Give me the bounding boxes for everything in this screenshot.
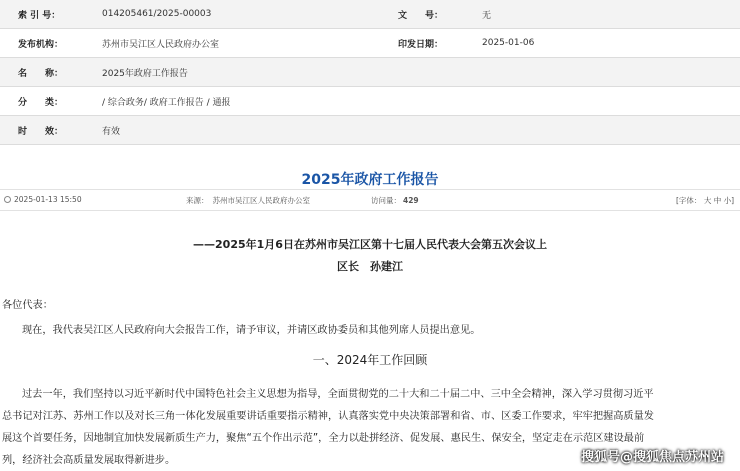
date-label: 印发日期： — [398, 39, 444, 50]
name-label: 名 称： — [18, 68, 64, 79]
issuer-value: 苏州市吴江区人民政府办公室 — [102, 39, 220, 50]
font-size-close: ] — [731, 196, 735, 205]
date-value: 2025-01-06 — [482, 38, 535, 48]
watermark: 搜狐号@搜狐焦点苏州站 — [580, 450, 724, 465]
validity-label: 时 效： — [18, 126, 64, 137]
doc-no-value: 无 — [482, 10, 492, 21]
validity-value: 有效 — [102, 126, 121, 137]
meta-row-category — [0, 87, 740, 116]
meta-row-validity — [0, 116, 740, 145]
speaker: 区长 孙建江 — [337, 260, 403, 273]
article-info-bar — [0, 189, 740, 211]
font-size-label: [字体： — [676, 196, 702, 205]
paragraph-line-3: 展这个首要任务，因地制宜加快发展新质生产力，聚焦“五个作出示范”，全力以赴拼经济、促发展、惠民生、保安全，坚定走在示范区建设最前 — [2, 433, 645, 444]
paragraph-line-2: 总书记对江苏、苏州工作以及对长三角一体化发展重要讲话重要指示精神，认真落实党中央决策部署和省、市、区委工作要求，牢牢把握高质量发 — [2, 411, 654, 422]
salutation: 各位代表： — [2, 300, 53, 311]
metadata-table — [0, 0, 740, 145]
section-heading: 一、2024年工作回顾 — [312, 353, 428, 367]
intro-paragraph: 现在，我代表吴江区人民政府向大会报告工作，请予审议，并请区政协委员和其他列席人员提出意见。 — [22, 325, 481, 336]
visits-value: 429 — [403, 196, 419, 205]
source-label: 来源： — [186, 196, 209, 205]
source-group — [186, 195, 310, 206]
font-size-controls — [676, 195, 734, 206]
paragraph-line-1: 过去一年，我们坚持以习近平新时代中国特色社会主义思想为指导，全面贯彻党的二十大和二十届二中、三中全会精神，深入学习贯彻习近平 — [22, 389, 654, 400]
font-large-link[interactable]: 大 — [703, 196, 712, 205]
meta-row-index — [0, 0, 740, 29]
visits-label: 访问量： — [371, 196, 401, 205]
font-small-link[interactable]: 小 — [723, 196, 732, 205]
issuer-label: 发布机构： — [18, 39, 64, 50]
category-label: 分 类： — [18, 97, 64, 108]
index-value: 014205461/2025-00003 — [102, 9, 212, 19]
meta-row-issuer — [0, 29, 740, 58]
paragraph-line-4: 列，经济社会高质量发展取得新进步。 — [2, 455, 176, 466]
publish-time: 2025-01-13 15:50 — [14, 195, 82, 204]
clock-icon — [4, 196, 11, 203]
index-label: 索 引 号： — [18, 10, 61, 21]
speech-occasion: ——2025年1月6日在苏州市吴江区第十七届人民代表大会第五次会议上 — [193, 238, 547, 251]
source-value: 苏州市吴江区人民政府办公室 — [212, 196, 310, 205]
visits-group — [371, 195, 419, 206]
doc-no-label: 文 号： — [398, 10, 444, 21]
meta-row-name — [0, 58, 740, 87]
publish-time-group — [4, 195, 82, 204]
category-value: / 综合政务/ 政府工作报告 / 通报 — [102, 97, 231, 108]
article-title: 2025年政府工作报告 — [301, 172, 439, 188]
name-value: 2025年政府工作报告 — [102, 68, 188, 79]
font-medium-link[interactable]: 中 — [713, 196, 722, 205]
